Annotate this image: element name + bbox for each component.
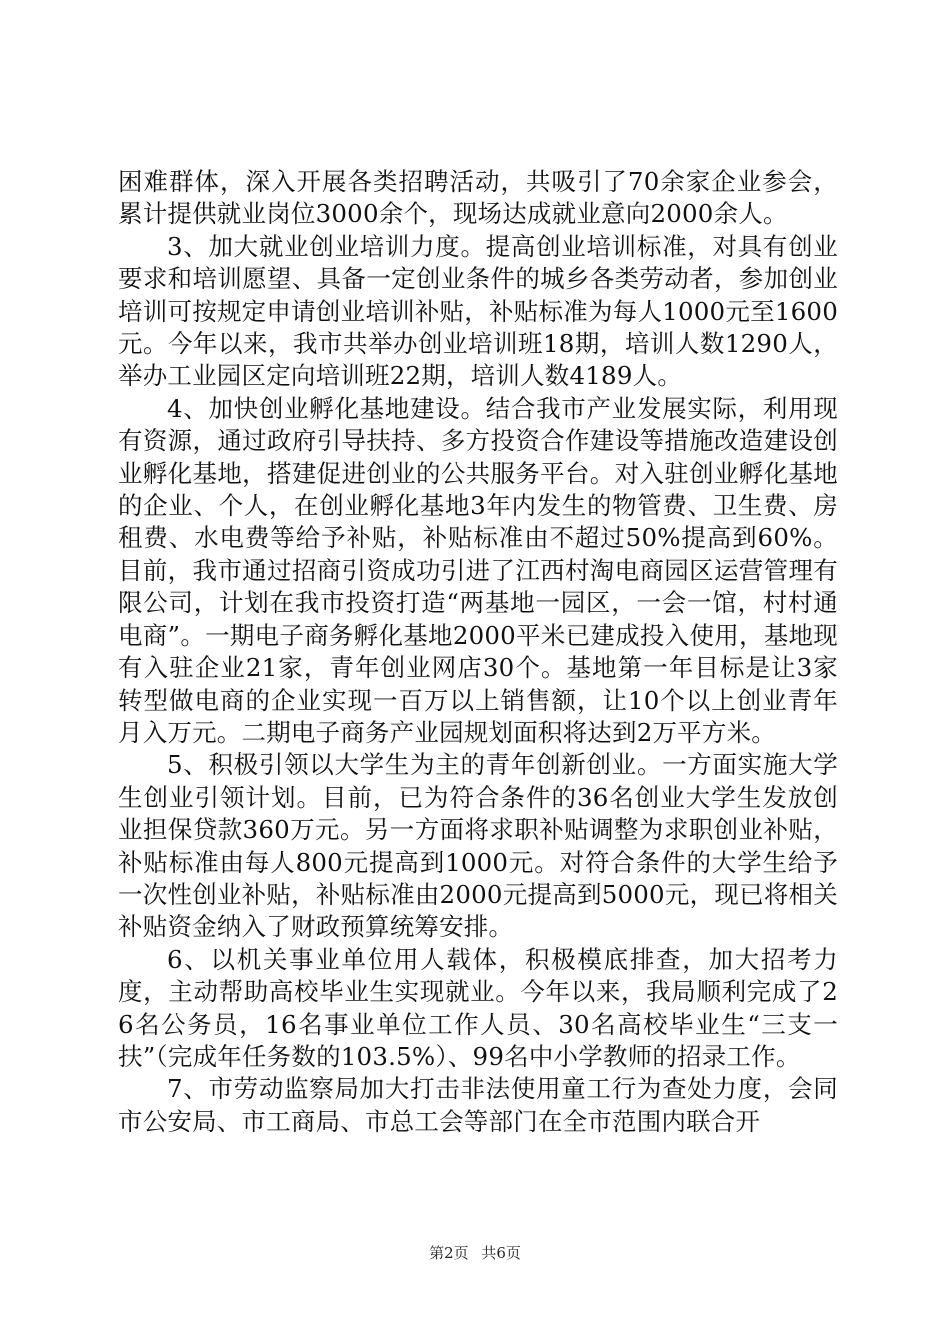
document-body	[118, 166, 838, 1138]
page-number: 第2页	[429, 1244, 469, 1262]
paragraph-5: 6、以机关事业单位用人载体，积极模底排查，加大招考力度，主动帮助高校毕业生实现就业。今年以来，我局顺利完成了26名公务员，16名事业单位工作人员、30名高校毕业生“三支一扶”（完成年任务数的103.5%）、99名中小学教师的招录工作。	[118, 944, 838, 1071]
paragraph-1: 困难群体，深入开展各类招聘活动，共吸引了70余家企业参会，累计提供就业岗位3000余个，现场达成就业意向2000余人。	[118, 167, 838, 229]
paragraph-3: 4、加快创业孵化基地建设。结合我市产业发展实际，利用现有资源，通过政府引导扶持、多方投资合作建设等措施改造建设创业孵化基地，搭建促进创业的公共服务平台。对入驻创业孵化基地的企业、个人，在创业孵化基地3年内发生的物管费、卫生费、房租费、水电费等给予补贴，补贴标准由不超过50%提高到60%。目前，我市通过招商引资成功引进了江西村淘电商园区运营管理有限公司，计划在我市投资打造“两基地一园区，一会一馆，村村通电商”。一期电子商务孵化基地2000平米已建成投入使用，基地现有入驻企业21家，青年创业网店30个。基地第一年目标是让3家转型做电商的企业实现一百万以上销售额，让10个以上创业青年月入万元。二期电子商务产业园规划面积将达到2万平方米。	[118, 393, 838, 747]
paragraph-2: 3、加大就业创业培训力度。提高创业培训标准，对具有创业要求和培训愿望、具备一定创业条件的城乡各类劳动者，参加创业培训可按规定申请创业培训补贴，补贴标准为每人1000元至1600元。今年以来，我市共举办创业培训班18期，培训人数1290人，举办工业园区定向培训班22期，培训人数4189人。	[118, 231, 838, 391]
total-pages: 共6页	[481, 1244, 521, 1262]
paragraph-4: 5、积极引领以大学生为主的青年创新创业。一方面实施大学生创业引领计划。目前，已为符合条件的36名创业大学生发放创业担保贷款360万元。另一方面将求职补贴调整为求职创业补贴，补贴标准由每人800元提高到1000元。对符合条件的大学生给予一次性创业补贴，补贴标准由2000元提高到5000元，现已将相关补贴资金纳入了财政预算统筹安排。	[118, 750, 838, 942]
page-footer	[0, 1243, 950, 1263]
paragraph-6: 7、市劳动监察局加大打击非法使用童工行为查处力度，会同市公安局、市工商局、市总工会等部门在全市范围内联合开	[118, 1074, 838, 1136]
